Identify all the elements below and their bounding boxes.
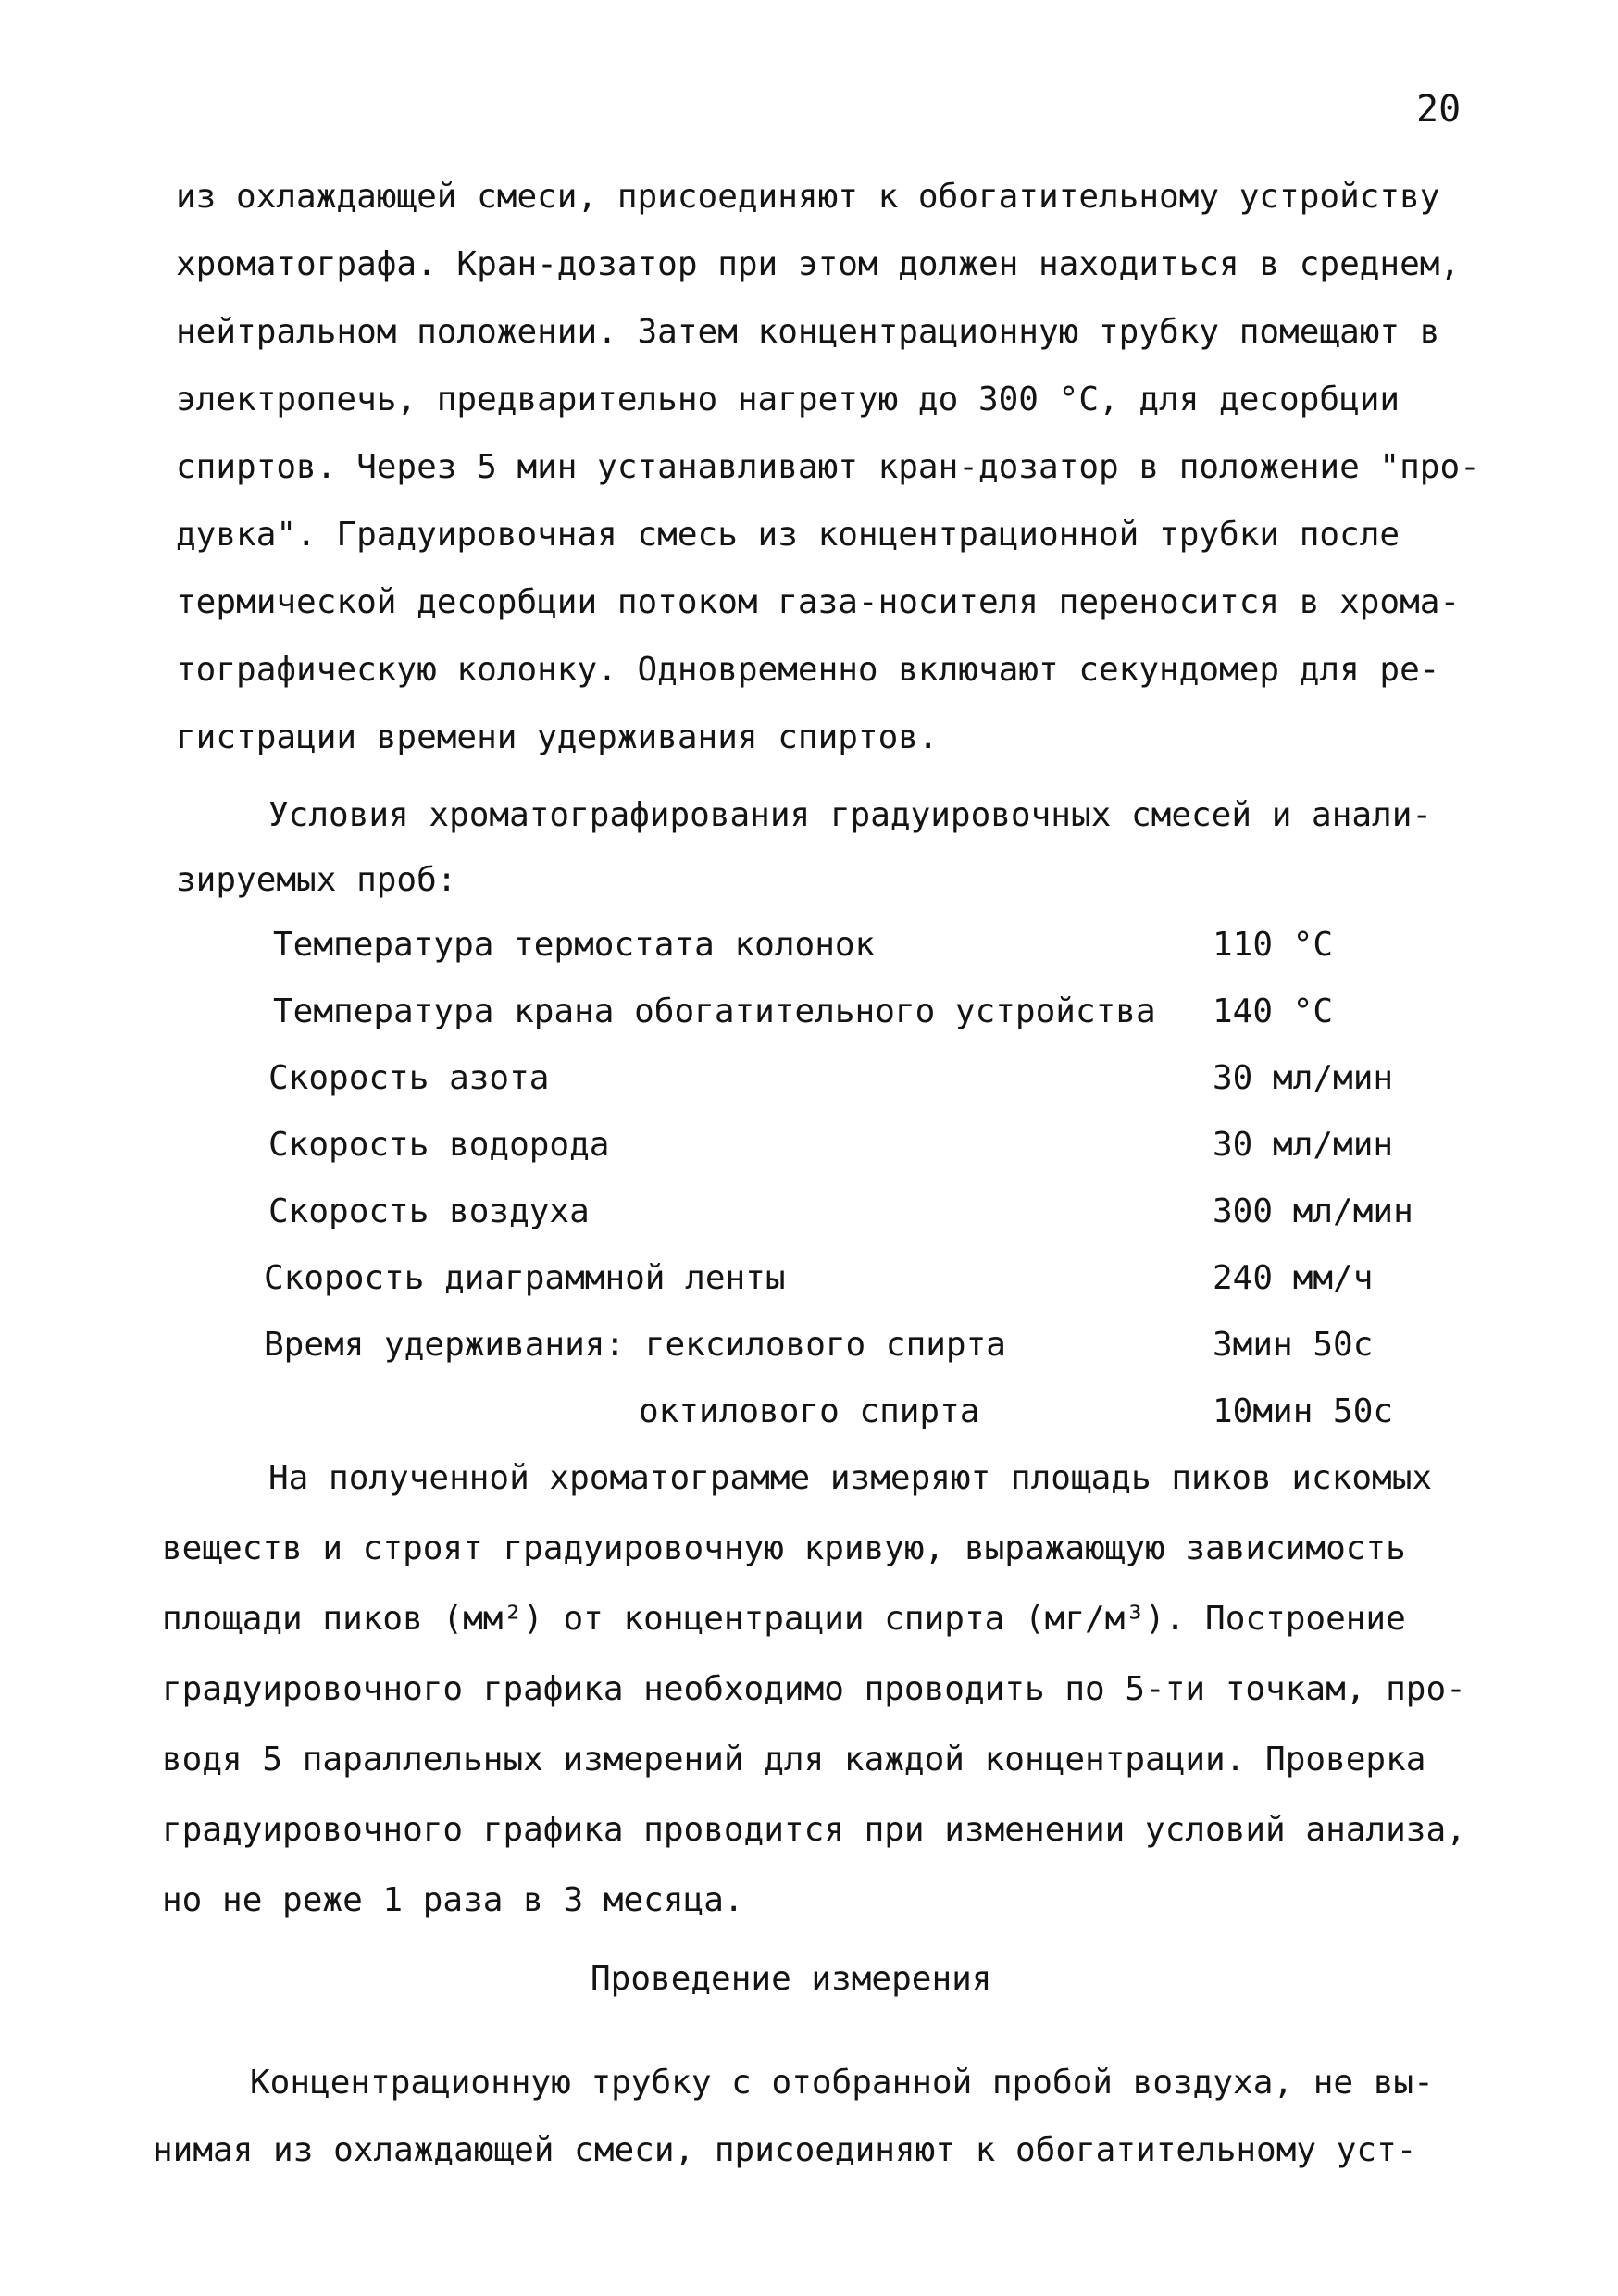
paragraph-4-line: Концентрационную трубку с отобранной пробой воздуха, не вы- — [250, 2064, 1434, 2102]
paragraph-3-line: площади пиков (мм²) от концентрации спирта (мг/м³). Построение — [162, 1600, 1406, 1638]
condition-row — [0, 1257, 1618, 1300]
paragraph-2-line: Условия хроматографирования градуировочных смесей и анали- — [268, 796, 1433, 834]
condition-row — [0, 1057, 1618, 1100]
condition-label: Время удерживания: гексилового спирта — [264, 1326, 1006, 1364]
condition-row — [0, 1324, 1618, 1366]
condition-row — [0, 1124, 1618, 1167]
paragraph-3-line: веществ и строят градуировочную кривую, выражающую зависимость — [162, 1529, 1406, 1567]
paragraph-3-line: На полученной хроматограмме измеряют площадь пиков искомых — [268, 1459, 1433, 1497]
condition-label: Скорость водорода — [268, 1126, 610, 1164]
condition-label: Скорость диаграммной ленты — [264, 1259, 786, 1297]
paragraph-1-line: спиртов. Через 5 мин устанавливают кран-дозатор в положение "про- — [176, 448, 1480, 486]
condition-row — [0, 991, 1618, 1033]
paragraph-4-line: нимая из охлаждающей смеси, присоединяют к обогатительному уст- — [153, 2131, 1417, 2169]
paragraph-1-line: тографическую колонку. Одновременно включают секундомер для ре- — [176, 651, 1440, 689]
section-heading: Проведение измерения — [591, 1960, 992, 1998]
condition-row — [0, 1191, 1618, 1233]
paragraph-1-line: гистрации времени удерживания спиртов. — [176, 718, 939, 756]
condition-label: октилового спирта — [639, 1392, 980, 1430]
paragraph-3-line: градуировочного графика проводится при изменении условий анализа, — [162, 1811, 1466, 1849]
condition-value: 300 мл/мин — [1213, 1192, 1413, 1230]
condition-label: Скорость воздуха — [268, 1192, 590, 1230]
paragraph-3-line: водя 5 параллельных измерений для каждой концентрации. Проверка — [162, 1741, 1426, 1778]
paragraph-3-line: но не реже 1 раза в 3 месяца. — [162, 1881, 744, 1919]
condition-value: 140 °С — [1213, 992, 1334, 1030]
condition-value: 30 мл/мин — [1213, 1126, 1394, 1164]
paragraph-1-line: хроматографа. Кран-дозатор при этом должен находиться в среднем, — [176, 245, 1461, 283]
condition-row — [0, 1391, 1618, 1433]
paragraph-1-line: нейтральном положении. Затем концентрационную трубку помещают в — [176, 313, 1440, 351]
paragraph-1-line: из охлаждающей смеси, присоединяют к обогатительному устройству — [176, 178, 1440, 216]
condition-value: 3мин 50с — [1213, 1326, 1374, 1364]
paragraph-1-line: электропечь, предварительно нагретую до 300 °С, для десорбции — [176, 381, 1400, 418]
page-number: 20 — [1416, 88, 1462, 131]
condition-row — [0, 924, 1618, 967]
condition-value: 10мин 50с — [1213, 1392, 1394, 1430]
condition-label: Скорость азота — [268, 1059, 550, 1097]
condition-label: Температура термостата колонок — [273, 926, 876, 964]
condition-value: 30 мл/мин — [1213, 1059, 1394, 1097]
condition-label: Температура крана обогатительного устройства — [273, 992, 1156, 1030]
condition-value: 110 °С — [1213, 926, 1334, 964]
paragraph-3-line: градуировочного графика необходимо проводить по 5-ти точкам, про- — [162, 1670, 1466, 1708]
condition-value: 240 мм/ч — [1213, 1259, 1374, 1297]
paragraph-2-line: зируемых проб: — [176, 861, 457, 899]
paragraph-1-line: термической десорбции потоком газа-носителя переносится в хрома- — [176, 583, 1461, 621]
paragraph-1-line: дувка". Градуировочная смесь из концентрационной трубки после — [176, 516, 1400, 554]
